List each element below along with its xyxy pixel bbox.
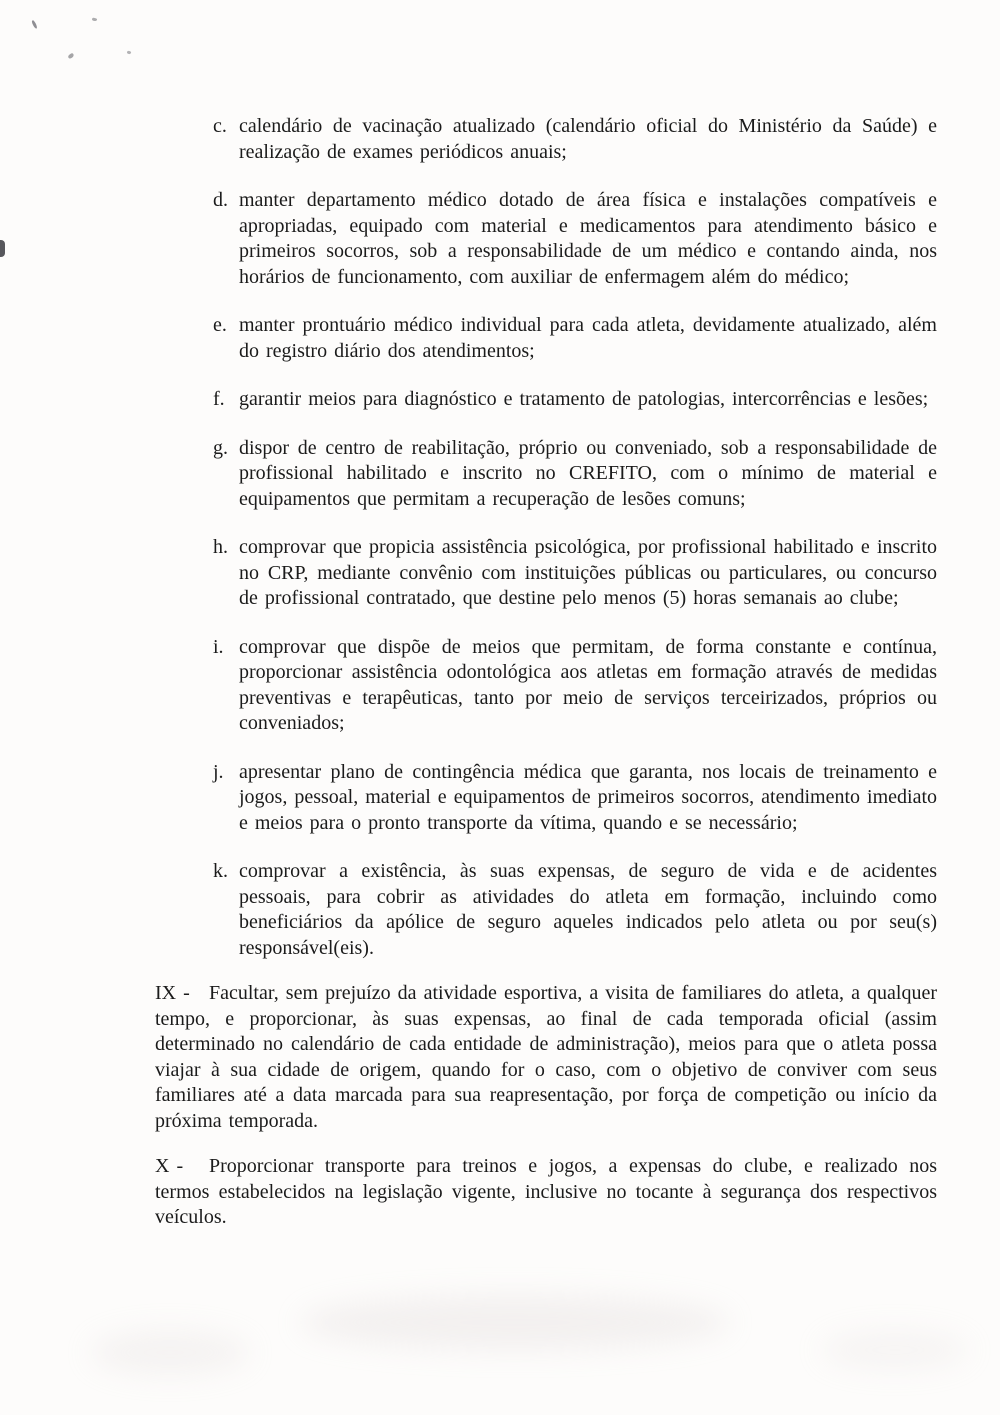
clause-g [213,436,937,513]
clause-text: comprovar a existência, às suas expensas, de seguro de vida e de acidentes pessoais, para cobrir as atividades do atleta em formação, incluindo como beneficiários da apólice de seguro aqueles indicados pelo atleta ou por seu(s) responsável(eis). [239,860,937,959]
section-ix [155,981,937,1134]
scan-speck [92,17,98,21]
clause-text: comprovar que propicia assistência psicológica, por profissional habilitado e inscrito no CRP, mediante convênio com instituições públicas ou particulares, ou concurso de profissional contratado, que destine pelo menos (5) horas semanais ao clube; [239,536,937,609]
section-label: X - [155,1155,184,1177]
clause-label: k. [213,860,228,882]
clause-d [213,188,937,290]
clause-label: h. [213,536,228,558]
clause-label: e. [213,314,227,336]
clause-c [213,114,937,165]
clause-e [213,313,937,364]
clause-text: garantir meios para diagnóstico e tratamento de patologias, intercorrências e lesões; [239,388,929,410]
clause-text: apresentar plano de contingência médica que garanta, nos locais de treinamento e jogos, pessoal, material e equipamentos de primeiros socorros, atendimento imediato e meios para o pronto transporte da vítima, quando e se necessário; [239,760,937,834]
scan-edge-mark [0,240,5,257]
clause-label: j. [213,760,224,783]
section-text: Proporcionar transporte para treinos e jogos, a expensas do clube, e realizado nos termos estabelecidos na legislação vigente, inclusive no tocante à segurança dos respectivos veículos. [155,1155,937,1228]
section-text: Facultar, sem prejuízo da atividade esportiva, a visita de familiares do atleta, a qualquer tempo, e proporcionar, às suas expensas, ao final de cada temporada oficial (assim determinado no calendário de cada entidade de administração), meios para que o atleta possa viajar à sua cidade de origem, quando for o caso, com o objetivo de conviver com seus familiares até a data marcada para sua reapresentação, por força de competição ou início da próxima temporada. [155,982,937,1132]
clause-i [213,635,937,737]
clause-label: c. [213,115,227,137]
scan-smudge [820,1330,970,1370]
clause-text: comprovar que dispõe de meios que permitam, de forma constante e contínua, proporcionar assistência odontológica aos atletas em formação através de medidas preventivas e terapêuticas, tanto por meio de serviços terceirizados, próprios ou conveniados; [239,635,937,734]
section-label: IX - [155,982,190,1004]
document-body [155,114,937,1242]
clause-j [213,760,937,837]
clause-label: d. [213,189,228,211]
clause-text: calendário de vacinação atualizado (calendário oficial do Ministério da Saúde) e realização de exames periódicos anuais; [239,115,937,163]
clause-f [213,387,937,413]
scan-speck [31,20,38,29]
scan-speck [67,53,74,60]
section-x [155,1154,937,1231]
scan-smudge [300,1295,730,1350]
clause-text: dispor de centro de reabilitação, próprio ou conveniado, sob a responsabilidade de profissional habilitado e inscrito no CREFITO, com o mínimo de material e equipamentos que permitam a recuperação de lesões comuns; [239,436,937,510]
clause-h [213,535,937,612]
clause-text: manter departamento médico dotado de área física e instalações compatíveis e apropriadas, equipado com material e medicamentos para atendimento básico e primeiros socorros, sob a responsabilidade de um médico e contando ainda, nos horários de funcionamento, com auxiliar de enfermagem além do médico; [239,189,937,288]
clause-text: manter prontuário médico individual para cada atleta, devidamente atualizado, além do registro diário dos atendimentos; [239,314,937,362]
clause-label: f. [213,388,225,410]
scan-smudge [90,1330,250,1375]
scan-speck [127,50,132,54]
clause-label: g. [213,436,228,459]
clause-label: i. [213,635,224,658]
clause-k [213,859,937,961]
